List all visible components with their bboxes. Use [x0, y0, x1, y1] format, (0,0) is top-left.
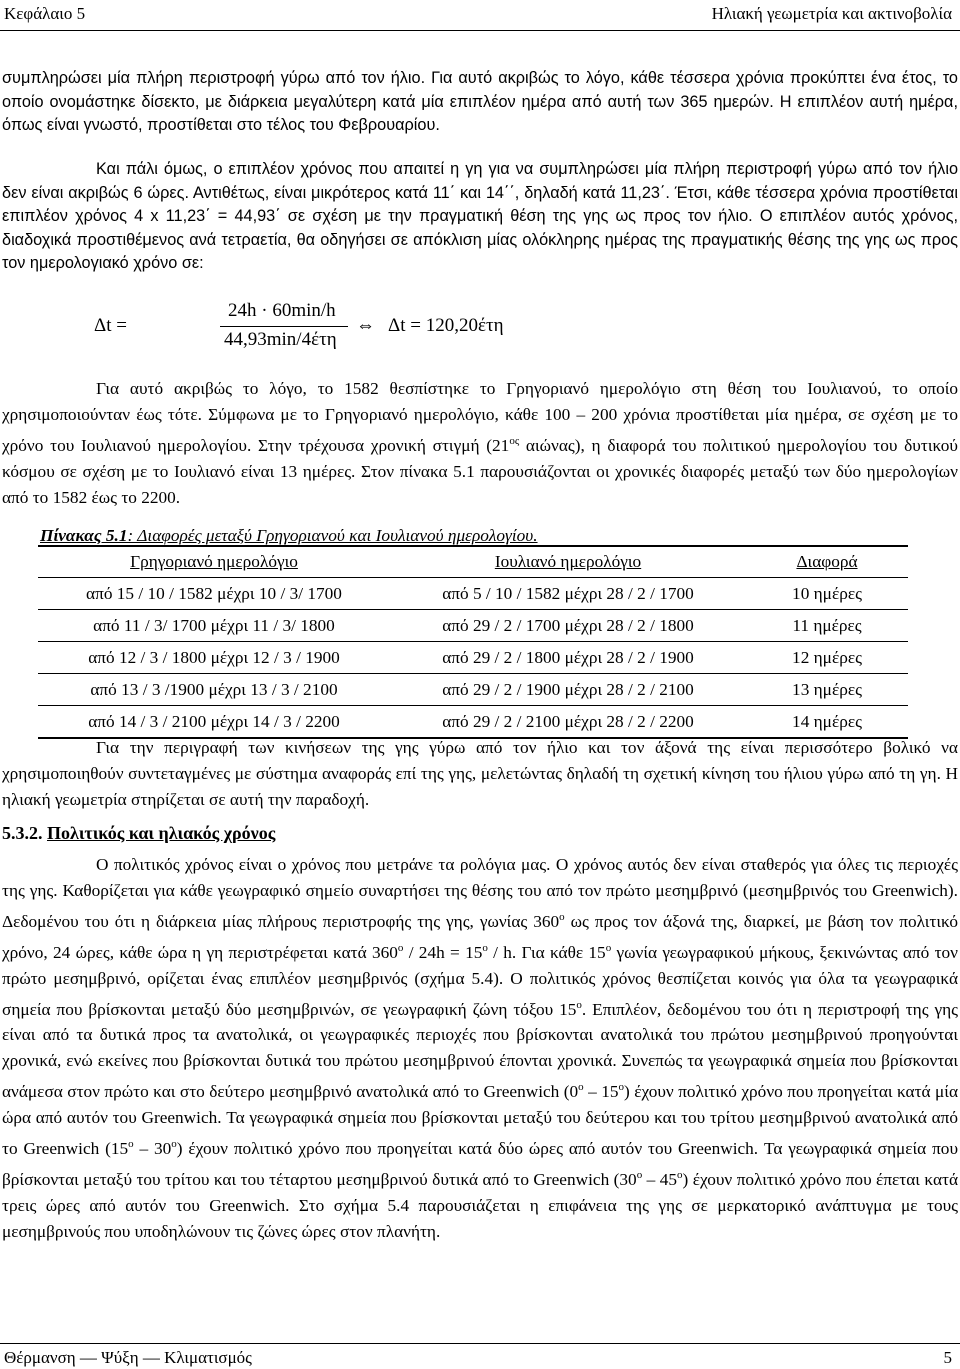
paragraph-text: – 30 — [133, 1138, 172, 1158]
ordinal-suffix: ος — [509, 435, 520, 447]
course-title: Θέρμανση — Ψύξη — Κλιματισμός — [4, 1348, 252, 1367]
cell-gregorian: από 12 / 3 / 1800 μέχρι 12 / 3 / 1900 — [38, 642, 390, 674]
degree-mark: ο — [618, 1081, 624, 1094]
table-row — [38, 674, 908, 706]
degree-mark: ο — [636, 1168, 643, 1181]
paragraph-text: συμπληρώσει μία πλήρη περιστροφή γύρω από τον ήλιο. Για αυτό ακριβώς το λόγο, κάθε τέσσερα χρόνια προκύπτει ένα έτος, το οποίο ονομάστηκε δίσεκτο, με διάρκεια μεγαλύτερη κατά μία επιπλέον ημέρα από αυτή των 365 ημερών. Η επιπλέον αυτή ημέρα, όπως είναι γνωστό, προστίθεται στο τέλος του Φεβρουαρίου. — [2, 69, 958, 134]
formula-delta-t — [94, 295, 514, 355]
header-julian: Ιουλιανό ημερολόγιο — [390, 546, 746, 578]
subject-label: Ηλιακή γεωμετρία και ακτινοβολία — [711, 4, 952, 23]
table-caption-text: : Διαφορές μεταξύ Γρηγοριανού και Ιουλιανού ημερολογίου. — [127, 526, 538, 545]
formula-numerator: 24h · 60min/h — [228, 300, 336, 321]
section-number: 5.3.2. — [2, 823, 43, 843]
section-heading — [2, 823, 275, 844]
paragraph-text: Και πάλι όμως, ο επιπλέον χρόνος που απαιτεί η γη για να συμπληρώσει μία πλήρη περιστροφή γύρω από τον ήλιο δεν είναι ακριβώς 6 ώρες. Αντιθέτως, είναι μικρότερος κατά 11΄ και 14΄΄, δηλαδή κατά 11,23΄. Έτσι, κάθε τέσσερα χρόνια προστίθεται επιπλέον χρόνος 4 x 11,23΄ = 44,93΄ σε σχέση με την πραγματική θέση της γης ως προς τον ήλιο. Ο επιπλέον αυτός χρόνος, διαδοχικά προστιθέμενος ανά τετραετία, θα οδηγήσει σε απόκλιση μίας ολόκληρης ημέρας της πραγματικής θέσης της γης ως προς τον ημερολογιακό χρόνο σε: — [2, 160, 958, 272]
cell-gregorian: από 11 / 3/ 1700 μέχρι 11 / 3/ 1800 — [38, 610, 390, 642]
degree-mark: ο — [559, 911, 565, 923]
paragraph-leap-year — [2, 67, 958, 138]
paragraph-civil-time — [2, 852, 958, 1245]
table-caption — [40, 526, 538, 546]
section-title: Πολιτικός και ηλιακός χρόνος — [47, 823, 276, 843]
paragraph-text: Για την περιγραφή των κινήσεων της γης γύρω από τον ήλιο και τον άξονά της είναι περισσότερο βολικό να χρησιμοποιηθούν συντεταγμένες με σύστημα αναφοράς επί της γης, μελετώντας δηλαδή τη σχετική κίνηση του ήλιου γύρω από τη γη. Η ηλιακή γεωμετρία στηρίζεται σε αυτή την παραδοχή. — [2, 738, 958, 809]
degree-mark: ο — [128, 1138, 134, 1151]
table-row — [38, 578, 908, 610]
header-gregorian: Γρηγοριανό ημερολόγιο — [38, 546, 390, 578]
paragraph-text: – 15 — [583, 1082, 619, 1102]
fraction-bar — [220, 326, 348, 327]
cell-difference: 14 ημέρες — [746, 706, 908, 739]
cell-julian: από 29 / 2 / 2100 μέχρι 28 / 2 / 2200 — [390, 706, 746, 739]
calendar-table — [38, 545, 908, 739]
cell-julian: από 29 / 2 / 1700 μέχρι 28 / 2 / 1800 — [390, 610, 746, 642]
paragraph-text: ) έχουν πολιτικό χρόνο που προηγείται κατά μία ώρα από αυτόν του Greenwich. Τα γεωγραφικά σημεία που βρίσκονται μεταξύ του δεύτερου και του τρίτου μεσημβρινού ανατολικά από το Greenwich (15 — [2, 1082, 958, 1158]
page-number: 5 — [943, 1348, 952, 1367]
table-header-row — [38, 546, 908, 578]
paragraph-text: . Επιπλέον, δεδομένου του ότι η περιστροφή της γης είναι από τα δυτικά προς τα ανατολικά, οι γεωγραφικές περιοχές που βρίσκονται ανατολικά του πρώτου μεσημβρινού προηγούνται χρονικά, ενώ εκείνες που βρίσκονται δυτικά του πρώτου μεσημβρινού έπονται χρονικά. Συνεπώς τα γεωγραφικά σημεία που βρίσκονται ανάμεσα στον πρώτο και στο δεύτερο μεσημβρινό ανατολικά από το Greenwich (0 — [2, 999, 958, 1102]
cell-gregorian: από 15 / 10 / 1582 μέχρι 10 / 3/ 1700 — [38, 578, 390, 610]
cell-julian: από 29 / 2 / 1800 μέχρι 28 / 2 / 1900 — [390, 642, 746, 674]
cell-difference: 13 ημέρες — [746, 674, 908, 706]
footer-rule — [0, 1343, 960, 1344]
cell-gregorian: από 14 / 3 / 2100 μέχρι 14 / 3 / 2200 — [38, 706, 390, 739]
paragraph-text: γωνία γεωγραφικού μήκους, ξεκινώντας από τον πρώτο μεσημβρινό, ορίζεται ένας επιπλέον μεσημβρινός (σχήμα 5.4). Ο πολιτικός χρόνος θεσπίζεται κοινός για όλα τα γεωγραφικά σημεία που βρίσκονται μεταξύ δύο μεσημβρινών, σε γεωγραφική ζώνη τόξου 15 — [2, 942, 958, 1019]
chapter-label: Κεφάλαιο 5 — [4, 4, 86, 23]
paragraph-text: Για αυτό ακριβώς το λόγο, το 1582 θεσπίστηκε το Γρηγοριανό ημερολόγιο στη θέση του Ιουλιανού, το οποίο χρησιμοποιούνταν έως τότε. Σύμφωνα με το Γρηγοριανό ημερολόγιο, κάθε 100 – 200 χρόνια προστίθεται μία ημέρα, σε σχέση με το χρόνο του Ιουλιανού ημερολογίου. Στην τρέχουσα χρονική στιγμή (21 — [2, 379, 958, 455]
paragraph-extra-time — [2, 158, 958, 276]
degree-mark: ο — [397, 941, 404, 954]
table-row — [38, 706, 908, 739]
paragraph-text: ) έχουν πολιτικό χρόνο που προηγείται κατά δύο ώρες από αυτόν του Greenwich. Τα γεωγραφικά σημεία που βρίσκονται μεταξύ του τρίτου και του τέταρτου μεσημβρινού δυτικά από το Greenwich (30 — [2, 1138, 958, 1189]
formula-denominator: 44,93min/4έτη — [224, 329, 337, 350]
cell-difference: 12 ημέρες — [746, 642, 908, 674]
equivalence-arrow: ⇔ — [356, 315, 375, 336]
paragraph-gregorian — [2, 376, 958, 511]
table-row — [38, 610, 908, 642]
header-difference: Διαφορά — [746, 546, 908, 578]
paragraph-text: – 45 — [642, 1169, 677, 1189]
degree-mark: ο — [605, 941, 612, 954]
page-header — [4, 2, 952, 28]
paragraph-text: ) έχουν πολιτικό χρόνο που έπεται κατά τρεις ώρες από αυτόν του Greenwich. Στο σχήμα 5.4 παρουσιάζεται η επιφάνεια της γης σε μερκατορικό ανάπτυγμα με τους μεσημβρινούς που υποδηλώνουν τις ζώνες ώρες στον πλανήτη. — [2, 1169, 958, 1241]
cell-julian: από 29 / 2 / 1900 μέχρι 28 / 2 / 2100 — [390, 674, 746, 706]
table-row — [38, 642, 908, 674]
paragraph-text: / 24h = 15 — [403, 942, 483, 962]
paragraph-text: Ο πολιτικός χρόνος είναι ο χρόνος που μετράνε τα ρολόγια μας. Ο χρόνος αυτός δεν είναι σταθερός για όλες τις περιοχές της γης. Καθορίζεται για κάθε γεωγραφικό σημείο συναρτήσει της θέσης του από τον πρώτο μεσημβρινό (μεσημβρινός του Greenwich). Δεδομένου του ότι η διάρκεια μίας πλήρους περιστροφής της γης, γωνίας 360 — [2, 855, 958, 931]
cell-difference: 11 ημέρες — [746, 610, 908, 642]
table-caption-label: Πίνακας 5.1 — [40, 526, 128, 545]
degree-mark: ο — [482, 941, 488, 954]
degree-mark: ο — [576, 998, 582, 1011]
degree-mark: ο — [578, 1081, 584, 1094]
paragraph-text: αιώνας), η διαφορά του πολιτικού ημερολογίου του δυτικού κόσμου σε σχέση με το Ιουλιανό είναι 13 ημέρες. Στον πίνακα 5.1 παρουσιάζονται οι χρονικές διαφορές μεταξύ των δύο ημερολογίων από το 1582 έως το 2200. — [2, 435, 958, 507]
formula-rhs: Δt = 120,20έτη — [388, 315, 504, 336]
formula-lhs: Δt = — [94, 315, 127, 336]
cell-difference: 10 ημέρες — [746, 578, 908, 610]
header-rule — [0, 30, 960, 31]
cell-julian: από 5 / 10 / 1582 μέχρι 28 / 2 / 1700 — [390, 578, 746, 610]
paragraph-text: ως προς τον άξονά της, διαρκεί, με βάση τον πολιτικό χρόνο, 24 ώρες, κάθε ώρα η γη περιστρέφεται κατά 360 — [2, 911, 958, 962]
paragraph-text: / h. Για κάθε 15 — [487, 942, 606, 962]
paragraph-coordinates — [2, 735, 958, 813]
cell-gregorian: από 13 / 3 /1900 μέχρι 13 / 3 / 2100 — [38, 674, 390, 706]
degree-mark: ο — [171, 1138, 177, 1151]
degree-mark: ο — [677, 1168, 683, 1181]
